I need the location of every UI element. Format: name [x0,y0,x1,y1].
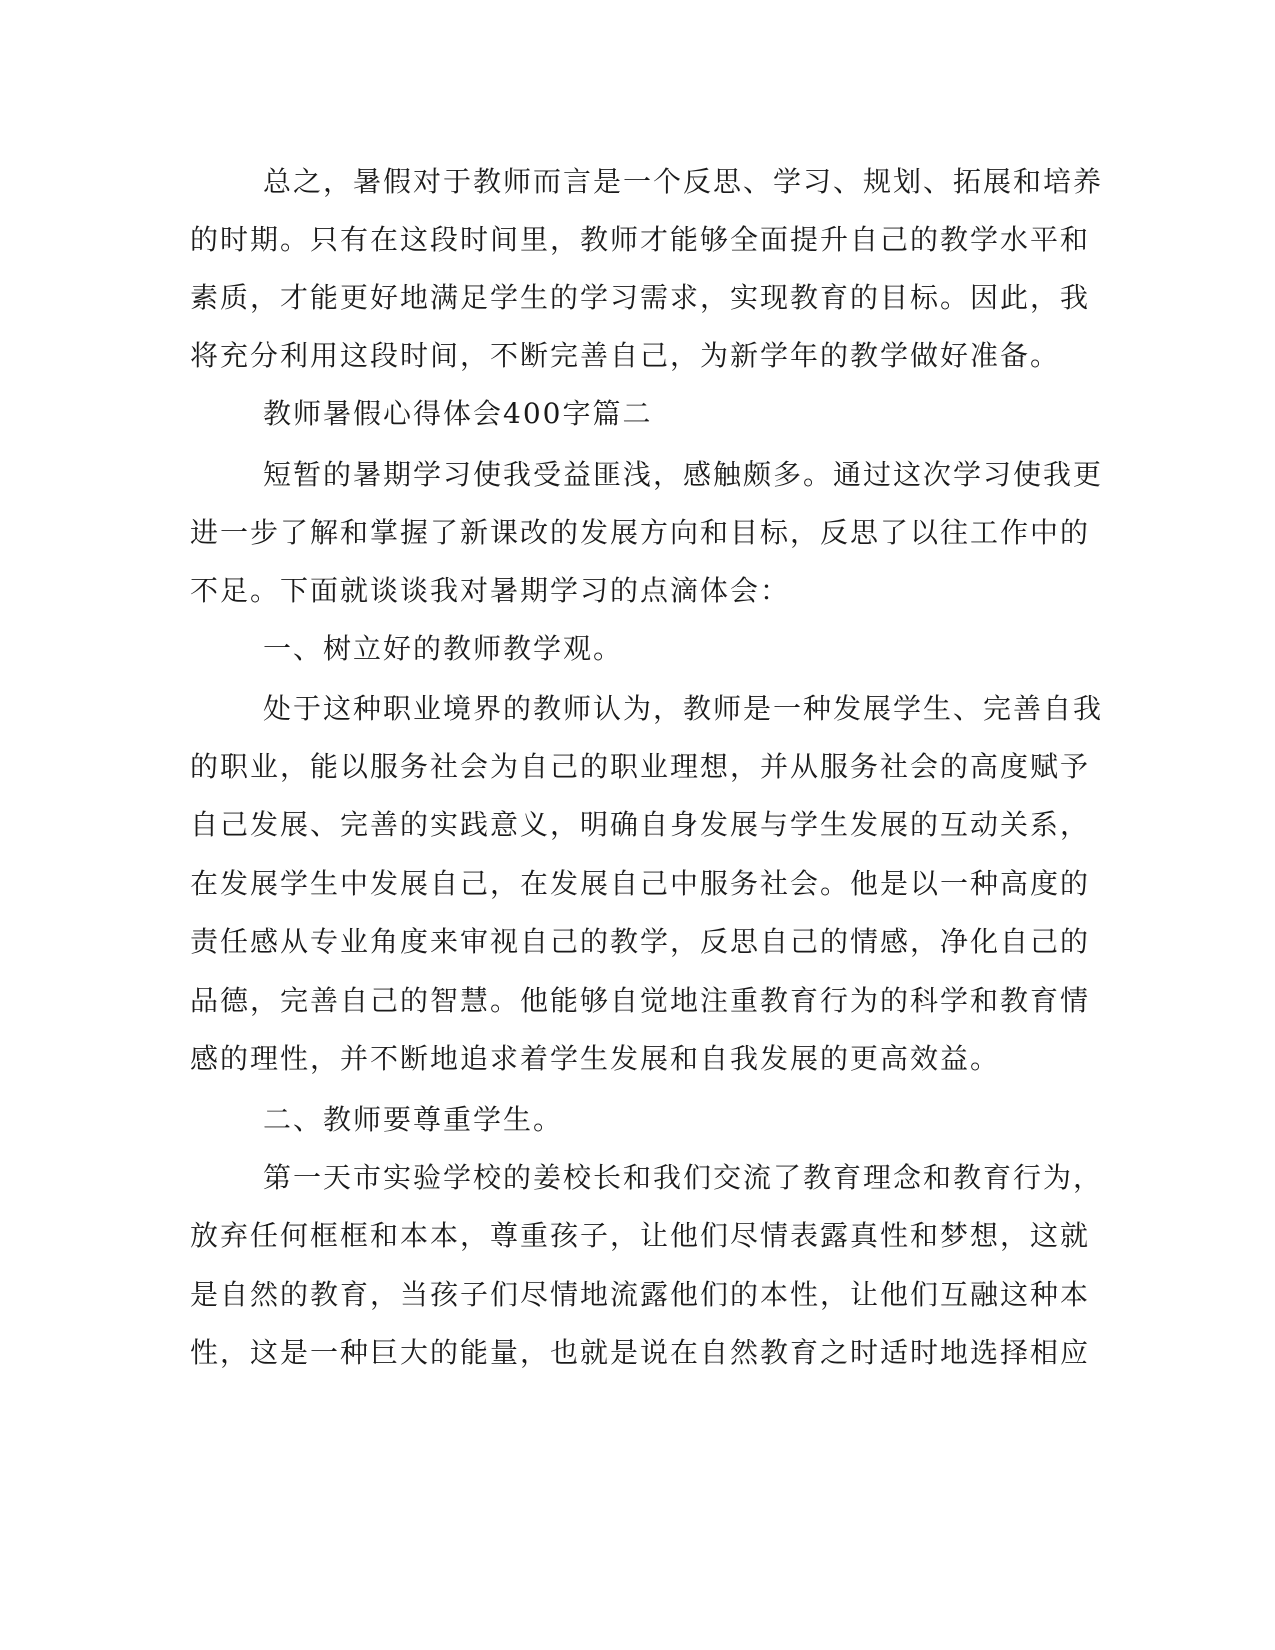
text-line: 感的理性，并不断地追求着学生发展和自我发展的更高效益。 [190,1042,1001,1075]
subheading: 二、教师要尊重学生。 [263,1103,564,1136]
text-line: 放弃任何框框和本本，尊重孩子，让他们尽情表露真性和梦想，这就 [190,1219,1091,1252]
text-line: 将充分利用这段时间，不断完善自己，为新学年的教学做好准备。 [190,339,1061,372]
text-line: 不足。下面就谈谈我对暑期学习的点滴体会： [190,574,791,607]
text-line: 是自然的教育，当孩子们尽情地流露他们的本性，让他们互融这种本 [190,1278,1091,1311]
text-line: 短暂的暑期学习使我受益匪浅，感触颇多。通过这次学习使我更 [263,458,1104,491]
text-line: 在发展学生中发展自己，在发展自己中服务社会。他是以一种高度的 [190,867,1091,900]
text-line: 责任感从专业角度来审视自己的教学，反思自己的情感，净化自己的 [190,925,1091,958]
text-line: 总之，暑假对于教师而言是一个反思、学习、规划、拓展和培养 [263,165,1104,198]
text-line: 第一天市实验学校的姜校长和我们交流了教育理念和教育行为， [263,1161,1104,1194]
text-line: 素质，才能更好地满足学生的学习需求，实现教育的目标。因此，我 [190,281,1091,314]
text-line: 进一步了解和掌握了新课改的发展方向和目标，反思了以往工作中的 [190,516,1091,549]
text-line: 品德，完善自己的智慧。他能够自觉地注重教育行为的科学和教育情 [190,984,1091,1017]
text-line: 自己发展、完善的实践意义，明确自身发展与学生发展的互动关系， [190,808,1091,841]
text-line: 性，这是一种巨大的能量，也就是说在自然教育之时适时地选择相应 [190,1336,1091,1369]
text-line: 处于这种职业境界的教师认为，教师是一种发展学生、完善自我 [263,692,1104,725]
text-line: 的时期。只有在这段时间里，教师才能够全面提升自己的教学水平和 [190,223,1091,256]
text-line: 的职业，能以服务社会为自己的职业理想，并从服务社会的高度赋予 [190,750,1091,783]
section-heading: 教师暑假心得体会400字篇二 [263,397,653,430]
subheading: 一、树立好的教师教学观。 [263,632,624,665]
